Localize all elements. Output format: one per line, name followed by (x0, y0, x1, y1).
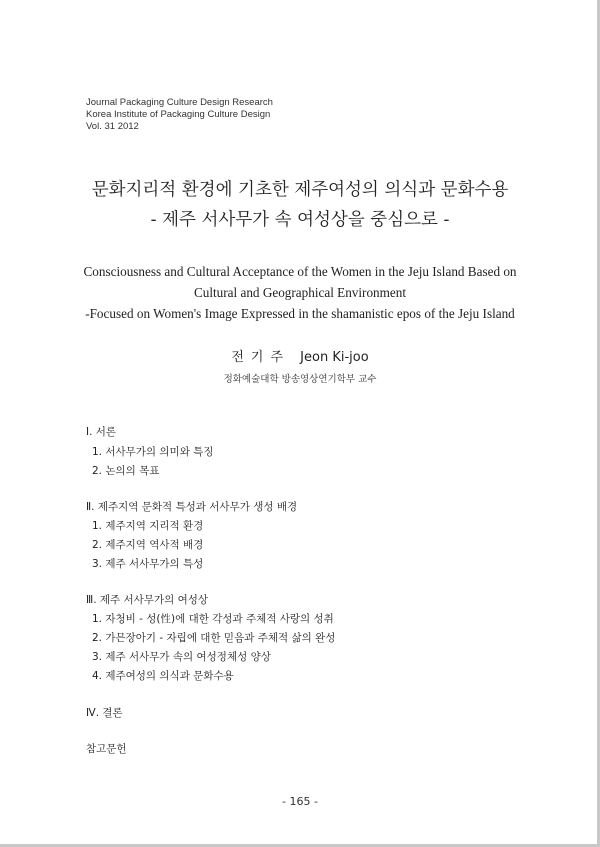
author-line (0, 346, 600, 365)
subtitle-english: -Focused on Women's Image Expressed in the shamanistic epos of the Jeju Island (85, 306, 515, 321)
volume-info: Vol. 31 2012 (86, 121, 139, 132)
page-number: - 165 - (282, 795, 318, 808)
subtitle-korean: - 제주 서사무가 속 여성상을 중심으로 - (150, 210, 450, 230)
toc-section-1: Ⅰ. 서론 (86, 426, 117, 438)
publisher-name: Korea Institute of Packaging Culture Design (86, 109, 271, 120)
toc-references: 참고문헌 (86, 743, 127, 755)
toc-item: 1. 제주지역 지리적 환경 (92, 520, 204, 532)
title-english-line2: Cultural and Geographical Environment (193, 285, 407, 300)
author-name-korean: 전기주 (231, 350, 291, 365)
title-korean: 문화지리적 환경에 기초한 제주여성의 의식과 문화수용 (91, 180, 509, 200)
toc-item: 2. 논의의 목표 (92, 465, 160, 477)
toc-section-3: Ⅲ. 제주 서사무가의 여성상 (86, 594, 209, 606)
toc-item: 4. 제주여성의 의식과 문화수용 (92, 670, 234, 682)
author-affiliation: 정화예술대학 방송영상연기학부 교수 (223, 374, 377, 385)
author-name-english: Jeon Ki-joo (300, 350, 369, 365)
toc-section-4: Ⅳ. 결론 (86, 707, 123, 719)
journal-name: Journal Packaging Culture Design Research (86, 97, 273, 108)
toc-item: 2. 가믄장아기 - 자립에 대한 믿음과 주체적 삶의 완성 (92, 632, 336, 644)
toc-item: 3. 제주 서사무가의 특성 (92, 558, 204, 570)
toc-item: 1. 서사무가의 의미와 특징 (92, 446, 214, 458)
toc-item: 1. 자청비 - 성(性)에 대한 각성과 주체적 사랑의 성취 (92, 613, 334, 625)
title-english-line1: Consciousness and Cultural Acceptance of the Women in the Jeju Island Based on (83, 264, 517, 279)
toc-item: 2. 제주지역 역사적 배경 (92, 539, 204, 551)
journal-info (86, 97, 273, 133)
toc-section-2: Ⅱ. 제주지역 문화적 특성과 서사무가 생성 배경 (86, 501, 298, 513)
toc-item: 3. 제주 서사무가 속의 여성정체성 양상 (92, 651, 271, 663)
